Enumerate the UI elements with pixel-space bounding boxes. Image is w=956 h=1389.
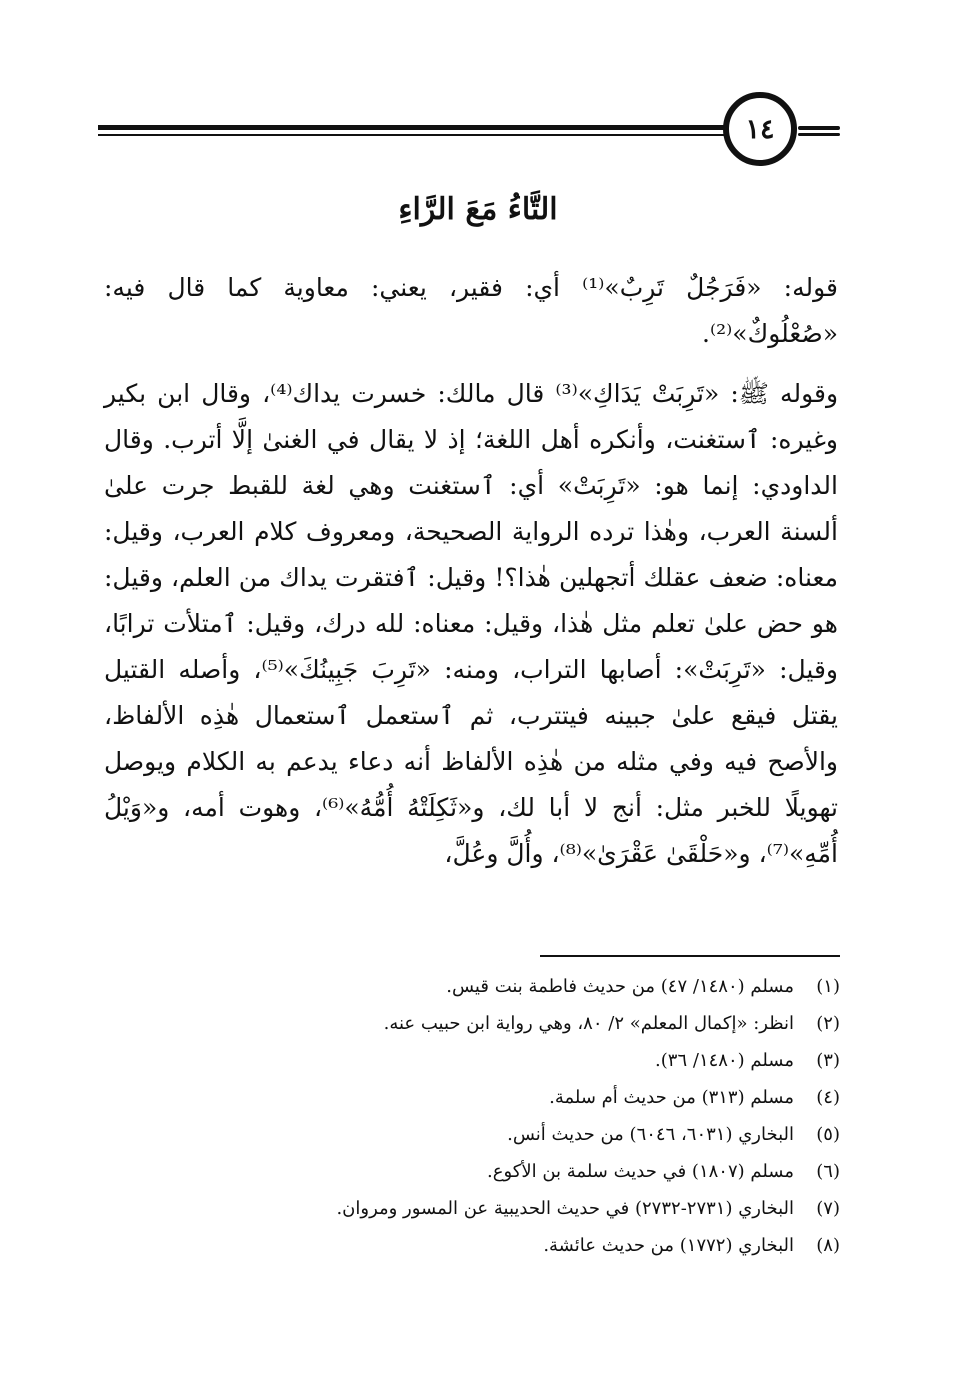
footnote-separator xyxy=(540,955,840,957)
footnote-text: مسلم (٣١٣) من حديث أم سلمة. xyxy=(549,1087,794,1108)
footnotes xyxy=(150,968,840,1264)
footnote xyxy=(150,1190,840,1227)
header-rule-thick xyxy=(98,125,738,130)
footnote-number: (١) xyxy=(816,976,840,997)
page-header xyxy=(98,92,840,172)
paragraph: وقوله ﷺ: «تَرِبَتْ يَدَاكِ»⁽³⁾ قال مالك: خسرت يداك⁽⁴⁾، وقال ابن بكير وغيره: ٱستغنت، وأنكره أهل اللغة؛ إذ لا يقال في الغنىٰ إلَّا أترب. وقال الداودي: إنما هو: «تَرِبَتْ» أي: ٱستغنت وهي لغة للقبط جرت علىٰ ألسنة العرب، وهٰذا ترده الرواية الصحيحة، ومعروف كلام العرب، وقيل: معناه: ضعف عقلك أتجهلين هٰذا؟! وقيل: ٱفتقرت يداك من العلم، وقيل: هو حض علىٰ تعلم مثل هٰذا، وقيل: معناه: لله درك، وقيل: ٱمتلأت ترابًا، وقيل: «تَرِبَتْ»: أصابها التراب، ومنه: «تَرِبَ جَبِينُكَ»⁽⁵⁾، وأصله القتيل يقتل فيقع علىٰ جبينه فيتترب، ثم ٱستعمل ٱستعمال هٰذِه الألفاظ، والأصح فيه وفي مثله من هٰذِه الألفاظ أنه دعاء يدعم به الكلام ويوصل تهويلًا للخبر مثل: أنج لا أبا لك، و«ثَكِلَتْهُ أُمُّهُ»⁽⁶⁾، وهوت أمه، و«وَيْلُ أُمِّهِ»⁽⁷⁾، و«حَلْقَىٰ عَقْرَىٰ»⁽⁸⁾، وأُلَّ وعُلَّ، xyxy=(104,379,839,868)
footnote xyxy=(150,1227,840,1264)
footnote-number: (٣) xyxy=(816,1050,840,1071)
footnote xyxy=(150,1005,840,1042)
footnote-text: البخاري (٢٧٣١-٢٧٣٢) في حديث الحديبية عن المسور ومروان. xyxy=(336,1198,794,1219)
footnote-text: البخاري (٦٠٣١، ٦٠٤٦) من حديث أنس. xyxy=(507,1124,794,1145)
header-rule-thin xyxy=(98,134,738,136)
footnote-text: مسلم (١٨٠٧) في حديث سلمة بن الأكوع. xyxy=(487,1161,794,1182)
footnote-text: انظر: «إكمال المعلم» ٢/ ٨٠، وهي رواية ابن حبيب عنه. xyxy=(383,1013,794,1034)
header-ornament xyxy=(798,126,840,136)
main-text xyxy=(104,265,838,877)
footnote-number: (٥) xyxy=(816,1124,840,1145)
page-number: ١٤ xyxy=(723,92,797,166)
footnote xyxy=(150,1042,840,1079)
footnote xyxy=(150,1079,840,1116)
footnote-text: البخاري (١٧٧٢) من حديث عائشة. xyxy=(543,1235,794,1256)
footnote-text: مسلم (١٤٨٠/ ٣٦). xyxy=(655,1050,794,1071)
chapter-title: التَّاءُ مَعَ الرَّاءِ xyxy=(398,192,558,227)
footnote-number: (٤) xyxy=(816,1087,840,1108)
footnote-text: مسلم (١٤٨٠/ ٤٧) من حديث فاطمة بنت قيس. xyxy=(446,976,794,997)
footnote xyxy=(150,1153,840,1190)
footnote xyxy=(150,1116,840,1153)
footnote-number: (٢) xyxy=(816,1013,840,1034)
footnote-number: (٨) xyxy=(816,1235,840,1256)
footnote-number: (٦) xyxy=(816,1161,840,1182)
footnote-number: (٧) xyxy=(816,1198,840,1219)
paragraph: قوله: «فَرَجُلٌ تَرِبٌ»⁽¹⁾ أي: فقير، يعني: معاوية كما قال فيه: «صُعْلُوكٌ»⁽²⁾. xyxy=(104,273,838,348)
footnote xyxy=(150,968,840,1005)
